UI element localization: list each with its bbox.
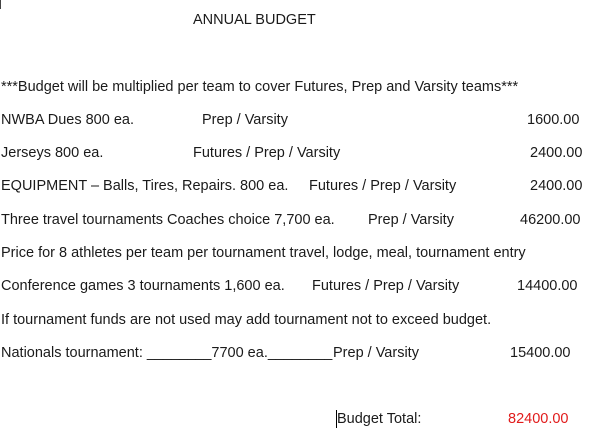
price-note: Price for 8 athletes per team per tournament travel, lodge, meal, tournament entry — [1, 245, 526, 261]
row-description: NWBA Dues 800 ea. — [1, 112, 134, 128]
row-amount: 2400.00 — [530, 178, 583, 194]
document-title: ANNUAL BUDGET — [193, 12, 316, 28]
nationals-description: Nationals tournament: ________7700 ea.________ — [1, 345, 333, 361]
page-corner-mark — [0, 0, 1, 9]
budget-total-label: Budget Total: — [337, 411, 422, 427]
nationals-teams: Prep / Varsity — [333, 345, 419, 361]
budget-total-amount: 82400.00 — [508, 411, 569, 427]
row-teams: Futures / Prep / Varsity — [193, 145, 341, 161]
row-teams: Prep / Varsity — [368, 212, 454, 228]
row-description: EQUIPMENT – Balls, Tires, Repairs. 800 ea. — [1, 178, 289, 194]
row-teams: Prep / Varsity — [202, 112, 288, 128]
conference-amount: 14400.00 — [517, 278, 578, 294]
budget-note: ***Budget will be multiplied per team to cover Futures, Prep and Varsity teams*** — [1, 79, 519, 95]
conference-description: Conference games 3 tournaments 1,600 ea. — [1, 278, 285, 294]
row-amount: 2400.00 — [530, 145, 583, 161]
row-teams: Futures / Prep / Varsity — [309, 178, 457, 194]
tournament-funds-note: If tournament funds are not used may add tournament not to exceed budget. — [1, 312, 492, 328]
conference-teams: Futures / Prep / Varsity — [312, 278, 460, 294]
row-description: Jerseys 800 ea. — [1, 145, 104, 161]
row-amount: 1600.00 — [527, 112, 580, 128]
row-amount: 46200.00 — [520, 212, 581, 228]
row-description: Three travel tournaments Coaches choice 7,700 ea. — [1, 212, 335, 228]
nationals-amount: 15400.00 — [510, 345, 571, 361]
